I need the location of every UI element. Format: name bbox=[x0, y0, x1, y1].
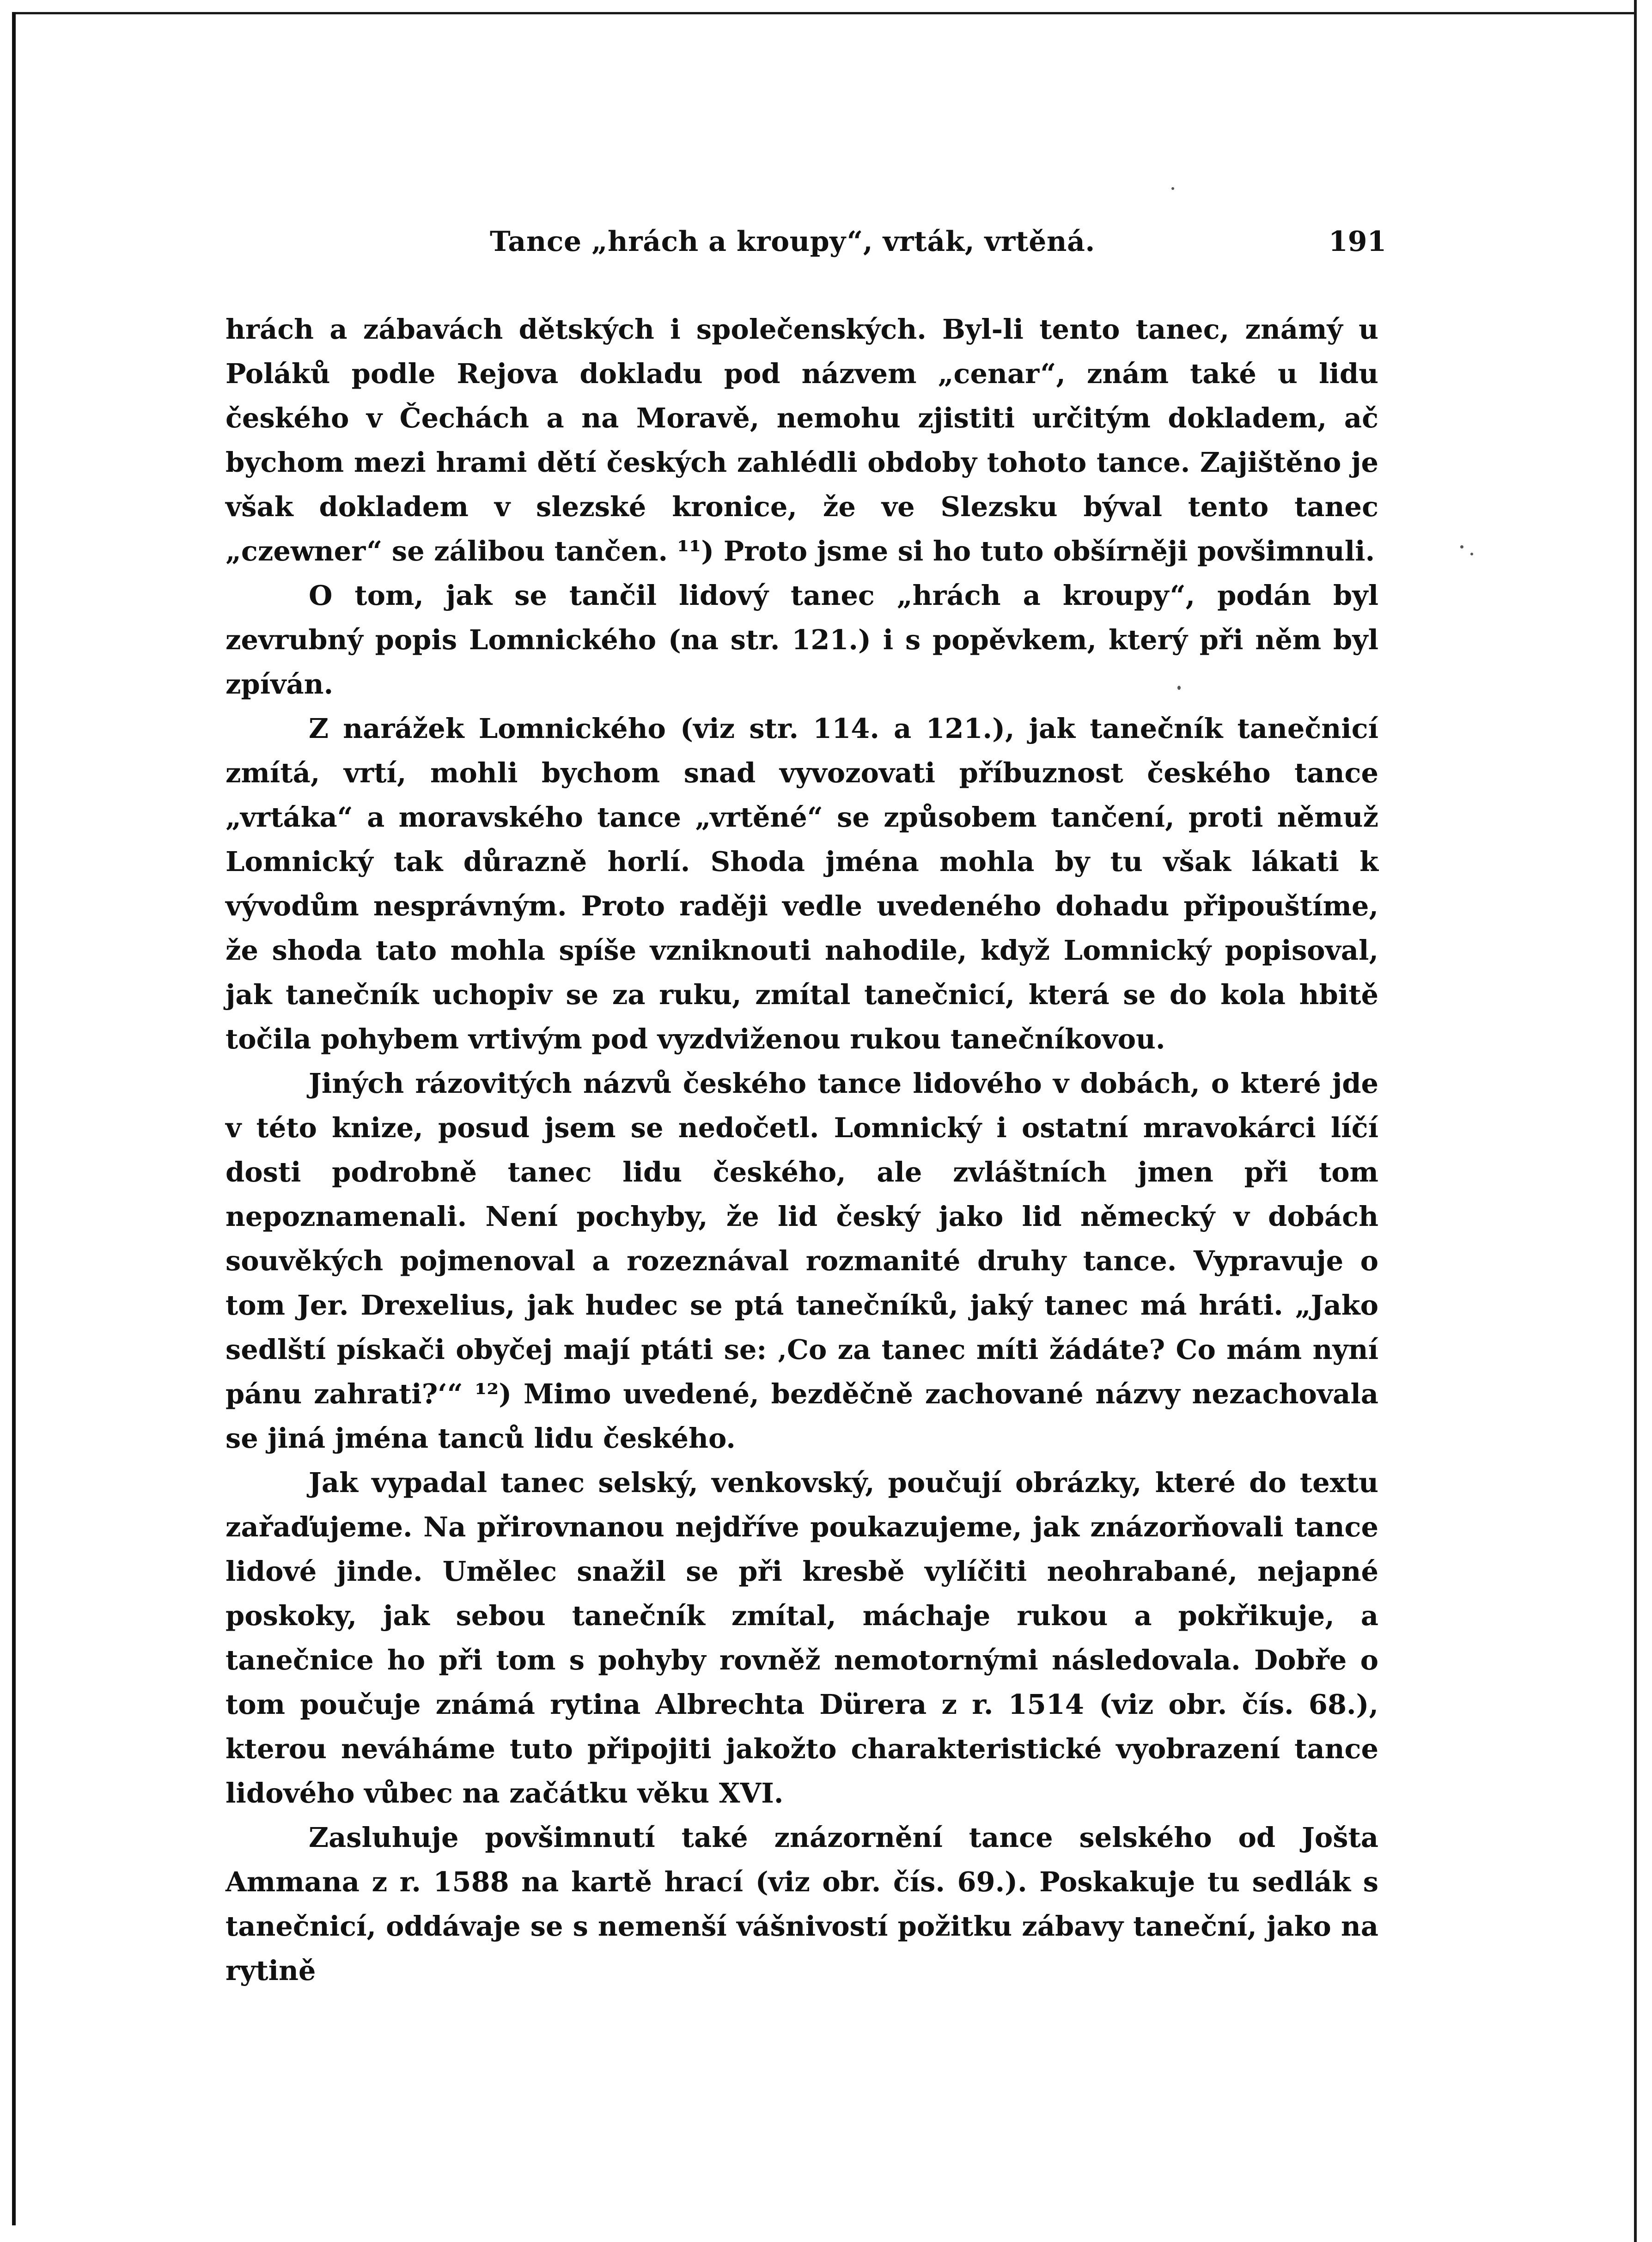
page-number: 191 bbox=[1329, 225, 1387, 258]
scan-speck bbox=[1470, 553, 1473, 555]
paragraph-3: Z narážek Lomnického (viz str. 114. a 121.), jak tanečník tanečnicí zmítá, vrtí, mohli bychom snad vyvozovati příbuznost českého tance „vrtáka“ a moravského tance „vrtěné“ se způsobem tančení, proti němuž Lomnický tak důrazně horlí. Shoda jména mohla by tu však lákati k vývodům nesprávným. Proto raději vedle uvedeného dohadu připouštíme, že shoda tato mohla spíše vzniknouti nahodile, když Lomnický popisoval, jak tanečník uchopiv se za ruku, zmítal tanečnicí, která se do kola hbitě točila pohybem vrtivým pod vyzdviženou rukou tanečníkovou. bbox=[226, 713, 1378, 1055]
paragraph-4: Jiných rázovitých názvů českého tance lidového v dobách, o které jde v této knize, posud jsem se nedočetl. Lomnický i ostatní mravokárci líčí dosti podrobně tanec lidu českého, ale zvláštních jmen při tom nepoznamenali. Není pochyby, že lid český jako lid německý v dobách souvěkých pojmenoval a rozeznával rozmanité druhy tance. Vypravuje o tom Jer. Drexelius, jak hudec se ptá tanečníků, jaký tanec má hráti. „Jako sedlští pískači obyčej mají ptáti se: ‚Co za tanec míti žádáte? Co mám nyní pánu zahrati?‘“ ¹²) Mimo uvedené, bezděčně zachované názvy nezachovala se jiná jména tanců lidu českého. bbox=[226, 1067, 1378, 1454]
scan-border-right bbox=[1634, 0, 1637, 2242]
paragraph-6: Zasluhuje povšimnutí také znázornění tance selského od Jošta Ammana z r. 1588 na kartě hrací (viz obr. čís. 69.). Poskakuje tu sedlák s tanečnicí, oddávaje se s nemenší vášnivostí požitku zábavy taneční, jako na rytině bbox=[226, 1822, 1378, 1986]
running-header: Tance „hrách a kroupy“, vrták, vrtěná. bbox=[490, 225, 1095, 258]
scan-speck bbox=[1171, 187, 1174, 190]
paragraph-5: Jak vypadal tanec selský, venkovský, poučují obrázky, které do textu zařaďujeme. Na přirovnanou nejdříve poukazujeme, jak znázorňovali tance lidové jinde. Umělec snažil se při kresbě vylíčiti neohrabané, nejapné poskoky, jak sebou tanečník zmítal, máchaje rukou a pokřikuje, a tanečnice ho při tom s pohyby rovněž nemotornými následovala. Dobře o tom poučuje známá rytina Albrechta Dürera z r. 1514 (viz obr. čís. 68.), kterou neváháme tuto připojiti jakožto charakteristické vyobrazení tance lidového vůbec na začátku věku XVI. bbox=[226, 1467, 1378, 1809]
body-text bbox=[226, 307, 1378, 1993]
scan-speck bbox=[1460, 545, 1463, 548]
paragraph-1: hrách a zábavách dětských i společenských. Byl-li tento tanec, známý u Poláků podle Rejova dokladu pod názvem „cenar“, znám také u lidu českého v Čechách a na Moravě, nemohu zjistiti určitým dokladem, ač bychom mezi hrami dětí českých zahlédli obdoby tohoto tance. Zajištěno je však dokladem v slezské kronice, že ve Slezsku býval tento tanec „czewner“ se zálibou tančen. ¹¹) Proto jsme si ho tuto obšírněji povšimnuli. bbox=[226, 313, 1378, 567]
scan-border-left bbox=[12, 12, 16, 2225]
scan-border-top bbox=[12, 12, 1637, 14]
paragraph-2: O tom, jak se tančil lidový tanec „hrách a kroupy“, podán byl zevrubný popis Lomnického (na str. 121.) i s popěvkem, který při něm byl zpíván. bbox=[226, 579, 1378, 700]
